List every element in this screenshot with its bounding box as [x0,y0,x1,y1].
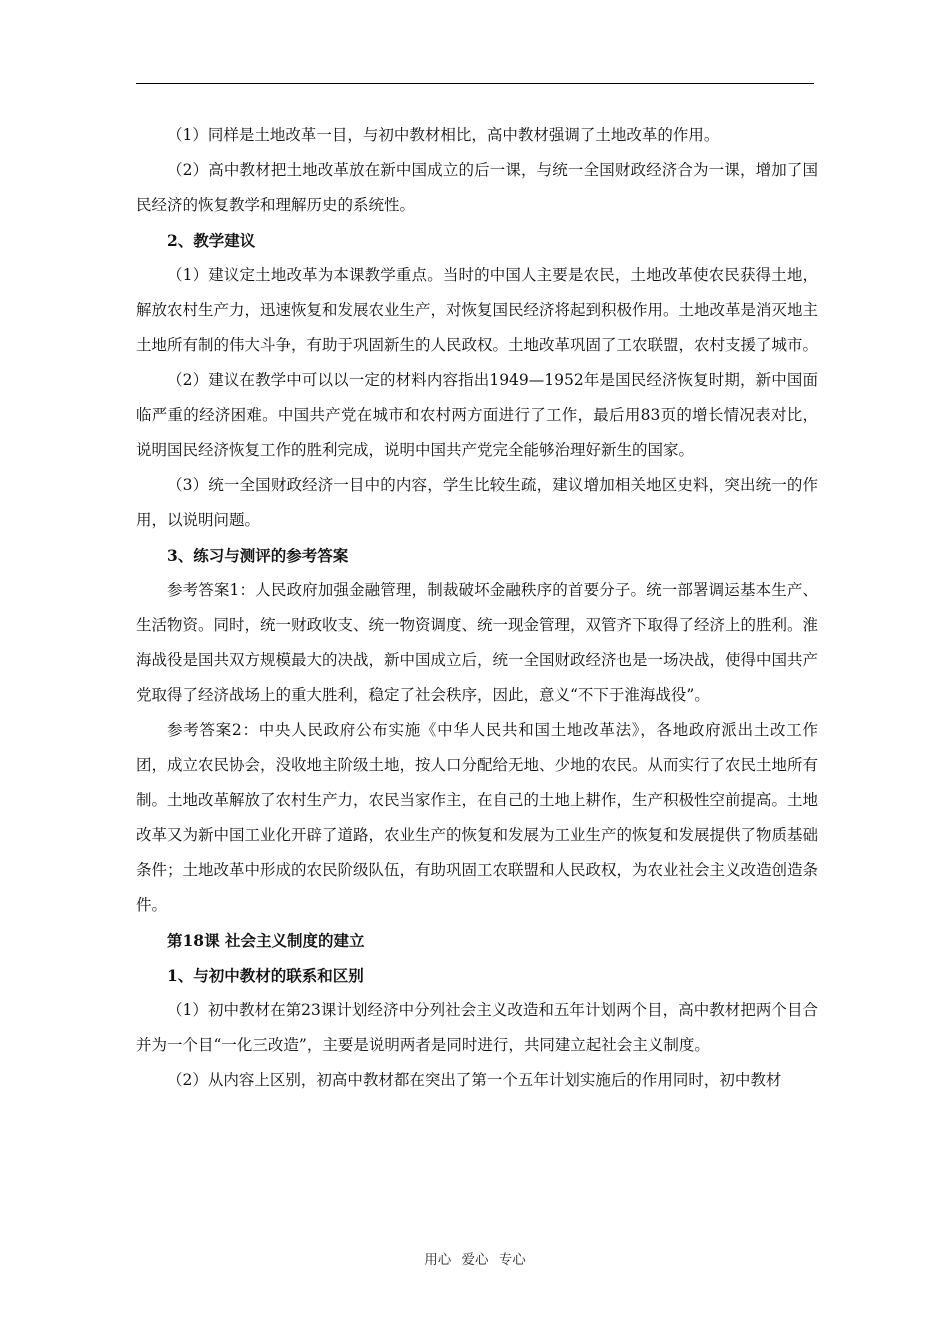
lesson-heading: 第18课 社会主义制度的建立 [167,931,365,950]
document-body [136,118,818,1098]
paragraph-3: （1）建议定土地改革为本课教学重点。当时的中国人主要是农民，土地改革使农民获得土地，解放农村生产力，迅速恢复和发展农业生产，对恢复国民经济将起到积极作用。土地改革是消灭地主土地所有制的伟大斗争，有助于巩固新生的人民政权。土地改革巩固了工农联盟，农村支援了城市。 [136,266,819,354]
paragraph-1: （1）同样是土地改革一目，与初中教材相比，高中教材强调了土地改革的作用。 [167,126,720,144]
page-footer: 用心 爱心 专心 [424,1252,526,1268]
paragraph-2: （2）高中教材把土地改革放在新中国成立的后一课，与统一全国财政经济合为一课，增加了国民经济的恢复教学和理解历史的系统性。 [136,161,818,214]
paragraph-4: （2）建议在教学中可以以一定的材料内容指出1949—1952年是国民经济恢复时期，新中国面临严重的经济困难。中国共产党在城市和农村两方面进行了工作，最后用83页的增长情况表对比，说明国民经济恢复工作的胜利完成，说明中国共产党完全能够治理好新生的国家。 [136,371,818,459]
section-heading-teaching-suggestions: 2、教学建议 [167,231,256,250]
section-heading-reference-answers: 3、练习与测评的参考答案 [167,546,349,565]
section-heading-comparison: 1、与初中教材的联系和区别 [167,966,364,985]
paragraph-7: （2）从内容上区别，初高中教材都在突出了第一个五年计划实施后的作用同时，初中教材 [167,1071,782,1089]
header-rule [136,83,814,84]
paragraph-6: （1）初中教材在第23课计划经济中分列社会主义改造和五年计划两个目，高中教材把两个目合并为一个目“一化三改造”，主要是说明两者是同时进行，共同建立起社会主义制度。 [136,1001,818,1054]
paragraph-5: （3）统一全国财政经济一目中的内容，学生比较生疏，建议增加相关地区史料，突出统一的作用，以说明问题。 [136,476,818,529]
paragraph-answer-1: 参考答案1：人民政府加强金融管理，制裁破坏金融秩序的首要分子。统一部署调运基本生产、生活物资。同时，统一财政收支、统一物资调度、统一现金管理，双管齐下取得了经济上的胜利。淮海战役是国共双方规模最大的决战，新中国成立后，统一全国财政经济也是一场决战，使得中国共产党取得了经济战场上的重大胜利，稳定了社会秩序，因此，意义“不下于淮海战役”。 [136,581,819,704]
paragraph-answer-2: 参考答案2：中央人民政府公布实施《中华人民共和国土地改革法》，各地政府派出土改工作团，成立农民协会，没收地主阶级土地，按人口分配给无地、少地的农民。从而实行了农民土地所有制。土地改革解放了农村生产力，农民当家作主，在自己的土地上耕作，生产积极性空前提高。土地改革又为新中国工业化开辟了道路，农业生产的恢复和发展为工业生产的恢复和发展提供了物质基础条件；土地改革中形成的农民阶级队伍，有助巩固工农联盟和人民政权，为农业社会主义改造创造条件。 [136,721,819,914]
